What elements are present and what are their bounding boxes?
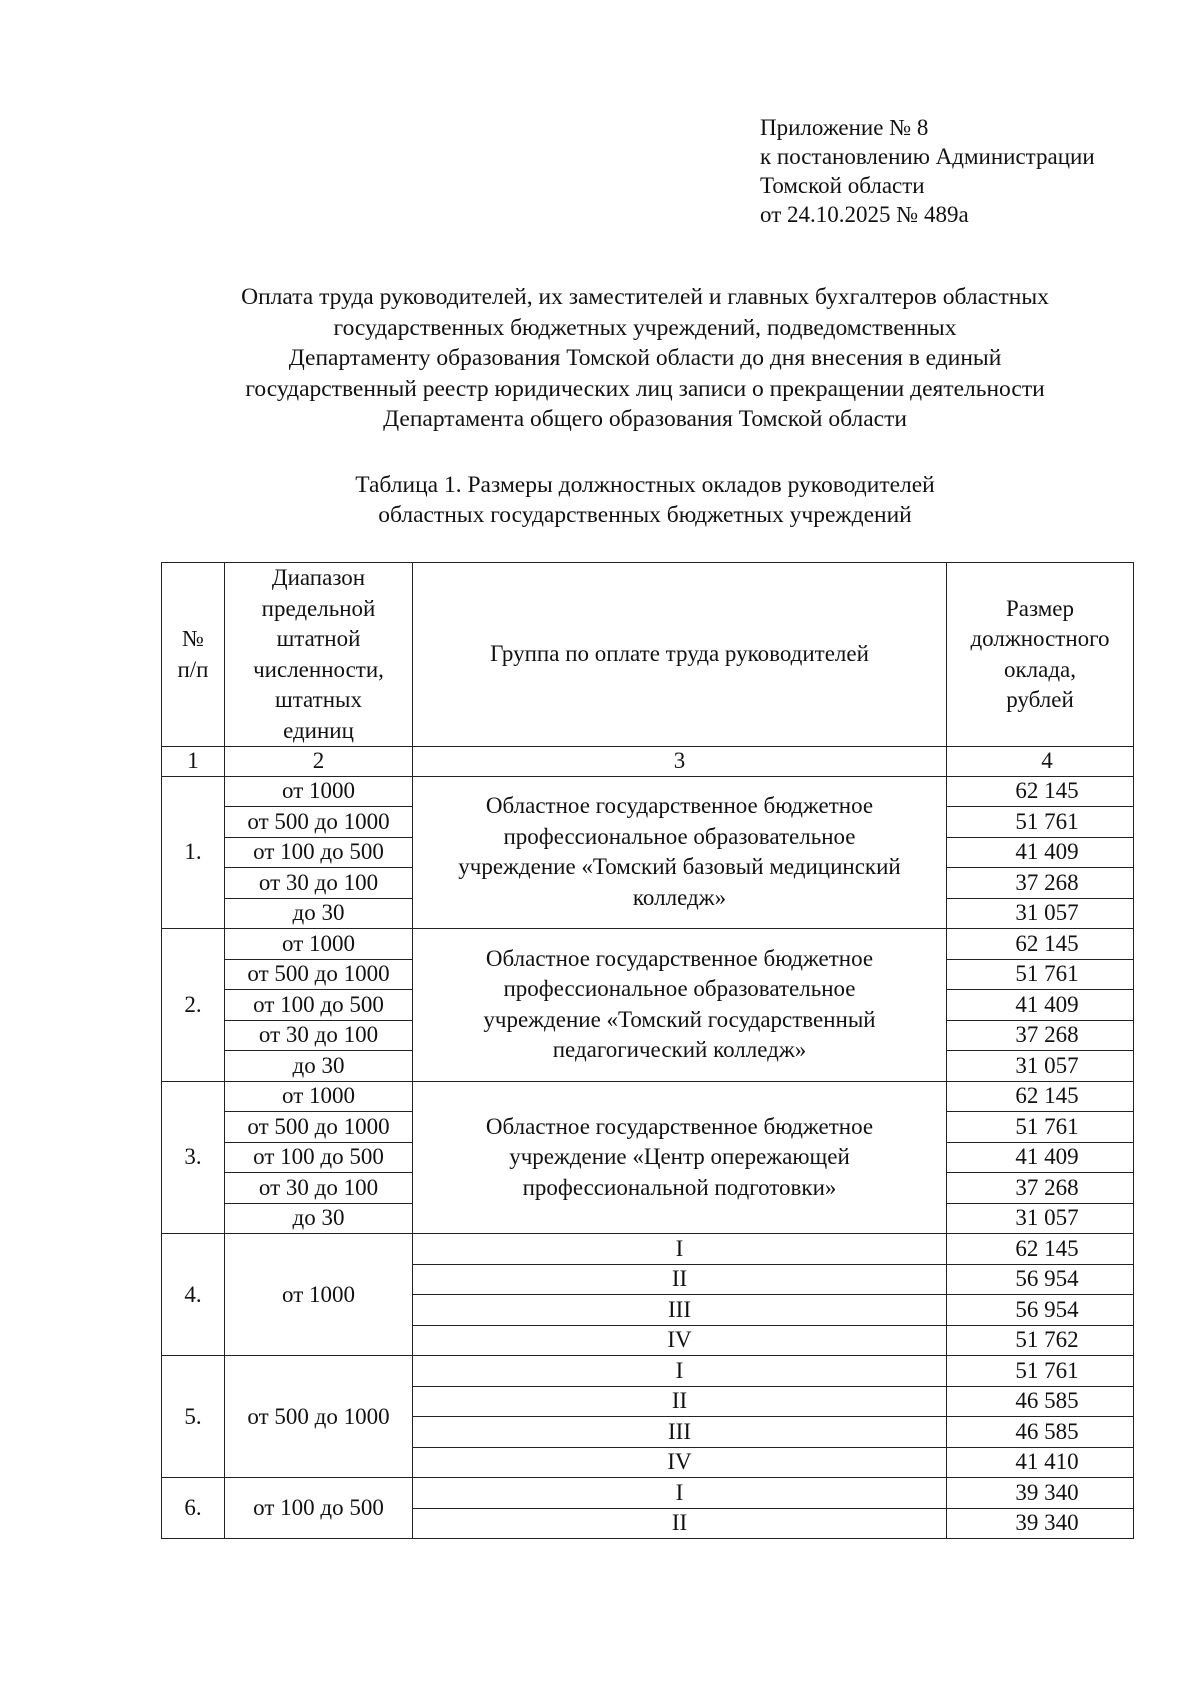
row-number: 6. [162, 1478, 225, 1539]
header-line: предельной [261, 595, 376, 621]
salary-value: 51 761 [947, 807, 1134, 838]
institution-line: учреждение «Центр опережающей [509, 1144, 850, 1169]
institution-line: Областное государственное бюджетное [485, 1113, 874, 1139]
headcount-range: от 500 до 1000 [225, 1356, 413, 1478]
header-row [162, 563, 1134, 747]
annex-line: Приложение № 8 [760, 115, 929, 140]
pay-group: IV [413, 1325, 947, 1356]
institution-line: учреждение «Томский государственный [483, 1006, 876, 1032]
headcount-range: от 30 до 100 [225, 1020, 413, 1051]
salary-value: 62 145 [947, 929, 1134, 960]
row-number: 2. [162, 929, 225, 1082]
headcount-range: от 500 до 1000 [225, 959, 413, 990]
institution-line: Областное государственное бюджетное [485, 945, 874, 971]
salary-value: 51 761 [947, 1112, 1134, 1143]
header-line: должностного [970, 626, 1110, 651]
table-row [162, 929, 1134, 960]
table-row [162, 1478, 1134, 1509]
institution-name [413, 776, 947, 929]
salary-value: 41 410 [947, 1447, 1134, 1478]
table-row [162, 776, 1134, 807]
header-line: Размер [1005, 595, 1075, 621]
column-number: 2 [225, 747, 413, 777]
salary-table-body [162, 563, 1134, 1539]
institution-line: учреждение «Томский базовый медицинский [458, 854, 901, 880]
institution-line: колледж» [632, 884, 727, 910]
header-group: Группа по оплате труда руководителей [413, 563, 947, 747]
document-title [130, 282, 1160, 435]
salary-value: 62 145 [947, 1081, 1134, 1112]
column-number: 1 [162, 747, 225, 777]
headcount-range: от 500 до 1000 [225, 807, 413, 838]
pay-group: I [413, 1234, 947, 1265]
pay-group: II [413, 1386, 947, 1417]
institution-line: профессиональное образовательное [503, 976, 856, 1002]
pay-group: II [413, 1508, 947, 1539]
salary-value: 39 340 [947, 1478, 1134, 1509]
column-number: 3 [413, 747, 947, 777]
institution-line: профессиональной подготовки» [522, 1174, 837, 1200]
title-line: Оплата труда руководителей, их заместителей и главных бухгалтеров областных [241, 284, 1049, 310]
salary-value: 37 268 [947, 1020, 1134, 1051]
salary-value: 41 409 [947, 837, 1134, 868]
headcount-range: от 100 до 500 [225, 1478, 413, 1539]
pay-group: III [413, 1417, 947, 1448]
title-line: Департаменту образования Томской области до дня внесения в единый [288, 345, 1002, 371]
table-row [162, 1234, 1134, 1265]
headcount-range: от 30 до 100 [225, 1173, 413, 1204]
salary-value: 56 954 [947, 1295, 1134, 1326]
headcount-range: от 100 до 500 [225, 990, 413, 1021]
header-line: п/п [177, 656, 209, 682]
institution-name [413, 1081, 947, 1234]
headcount-range: до 30 [225, 1203, 413, 1234]
salary-value: 31 057 [947, 1203, 1134, 1234]
row-number: 4. [162, 1234, 225, 1356]
pay-group: II [413, 1264, 947, 1295]
headcount-range: от 1000 [225, 776, 413, 807]
institution-line: Областное государственное бюджетное [485, 793, 874, 819]
pay-group: IV [413, 1447, 947, 1478]
title-line: государственный реестр юридических лиц записи о прекращении деятельности [245, 375, 1045, 402]
row-number: 3. [162, 1081, 225, 1234]
salary-value: 31 057 [947, 1051, 1134, 1082]
pay-group: III [413, 1295, 947, 1326]
headcount-range: от 1000 [225, 1234, 413, 1356]
table-row [162, 1081, 1134, 1112]
pay-group: I [413, 1356, 947, 1387]
salary-value: 46 585 [947, 1417, 1134, 1448]
salary-value: 51 761 [947, 1356, 1134, 1387]
header-line: рублей [1006, 687, 1074, 712]
title-line: государственных бюджетных учреждений, подведомственных [333, 314, 957, 341]
table-title-line: Таблица 1. Размеры должностных окладов руководителей [355, 472, 935, 498]
institution-line: профессиональное образовательное [503, 823, 856, 849]
headcount-range: от 100 до 500 [225, 1142, 413, 1173]
header-range [225, 563, 413, 747]
salary-value: 37 268 [947, 868, 1134, 899]
headcount-range: от 1000 [225, 929, 413, 960]
institution-line: педагогический колледж» [552, 1037, 807, 1063]
salary-value: 62 145 [947, 776, 1134, 807]
title-line: Департамента общего образования Томской области [383, 406, 907, 432]
table-title [130, 470, 1160, 530]
table-title-line: областных государственных бюджетных учреждений [378, 502, 912, 528]
header-line: штатных [275, 687, 362, 712]
headcount-range: от 100 до 500 [225, 837, 413, 868]
salary-value: 37 268 [947, 1173, 1134, 1204]
header-line: Диапазон [271, 565, 366, 590]
salary-value: 41 409 [947, 990, 1134, 1021]
table-row [162, 1356, 1134, 1387]
header-num [162, 563, 225, 747]
salary-value: 56 954 [947, 1264, 1134, 1295]
header-line: штатной [276, 626, 361, 651]
salary-value: 46 585 [947, 1386, 1134, 1417]
headcount-range: от 1000 [225, 1081, 413, 1112]
annex-line: к постановлению Администрации [760, 144, 1095, 169]
pay-group: I [413, 1478, 947, 1509]
headcount-range: до 30 [225, 898, 413, 929]
salary-value: 51 762 [947, 1325, 1134, 1356]
salary-table [161, 562, 1134, 1539]
headcount-range: до 30 [225, 1051, 413, 1082]
header-salary [947, 563, 1134, 747]
row-number: 5. [162, 1356, 225, 1478]
salary-value: 41 409 [947, 1142, 1134, 1173]
institution-name [413, 929, 947, 1082]
annex-block [760, 113, 1095, 229]
header-line: оклада, [1003, 656, 1077, 682]
salary-value: 51 761 [947, 959, 1134, 990]
column-number-row [162, 747, 1134, 777]
salary-value: 62 145 [947, 1234, 1134, 1265]
annex-line: от 24.10.2025 № 489а [760, 202, 969, 227]
salary-value: 31 057 [947, 898, 1134, 929]
annex-line: Томской области [760, 173, 925, 198]
headcount-range: от 500 до 1000 [225, 1112, 413, 1143]
salary-value: 39 340 [947, 1508, 1134, 1539]
header-line: № [182, 626, 204, 651]
column-number: 4 [947, 747, 1134, 777]
header-line: численности, [253, 656, 384, 682]
headcount-range: от 30 до 100 [225, 868, 413, 899]
header-line: единиц [283, 717, 354, 743]
row-number: 1. [162, 776, 225, 929]
